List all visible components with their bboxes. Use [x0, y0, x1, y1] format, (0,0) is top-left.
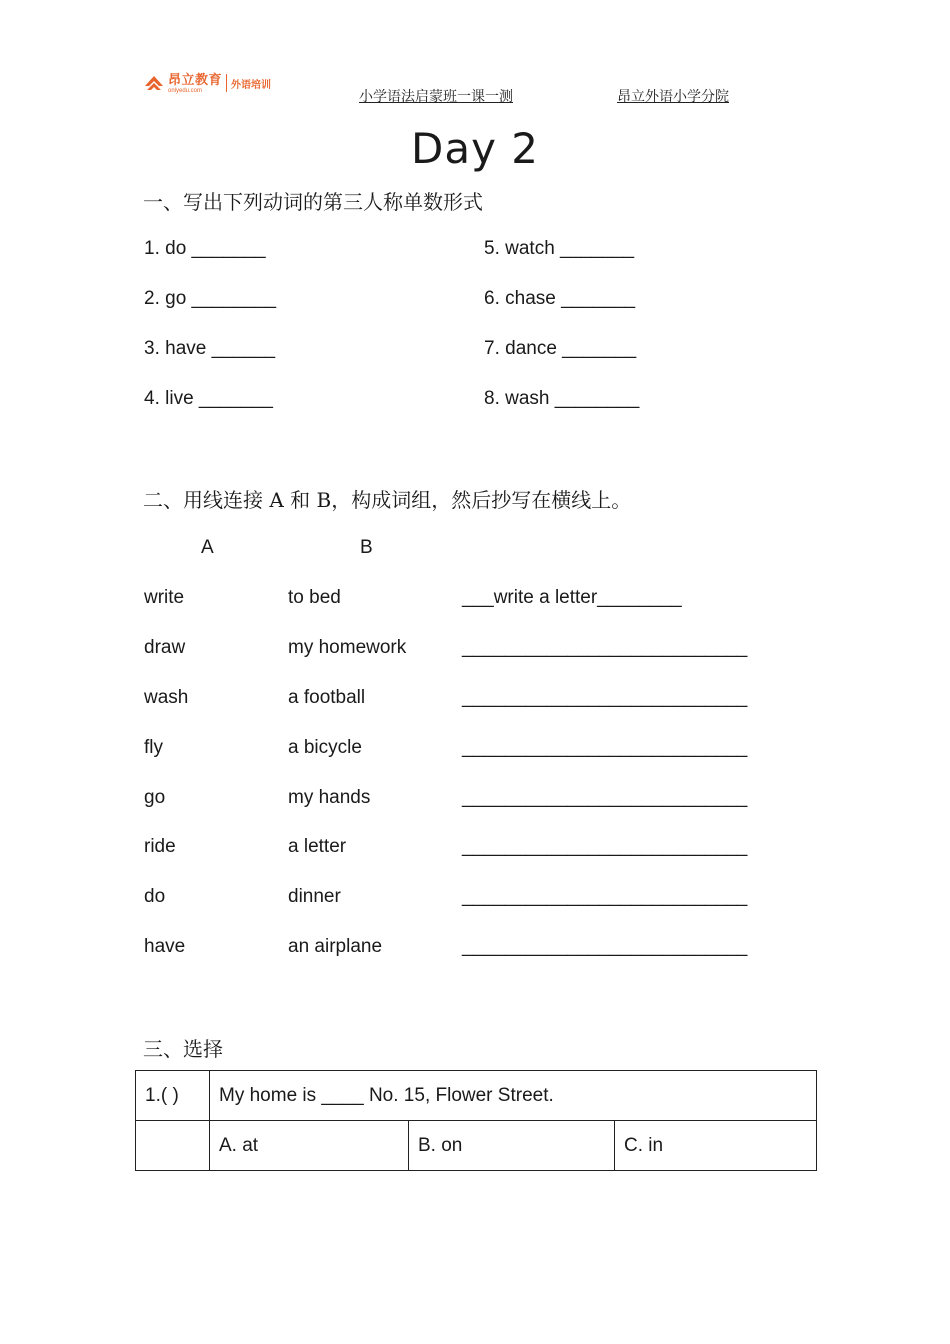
answer-line[interactable]: ___________________________: [462, 787, 748, 808]
answer-line[interactable]: ___________________________: [462, 637, 748, 658]
brand-logo: [143, 70, 271, 96]
verb-item: 3. have ______: [144, 338, 276, 359]
answer-line[interactable]: ___________________________: [462, 737, 748, 758]
option-a[interactable]: A. at: [210, 1121, 409, 1171]
logo-divider: [226, 74, 227, 92]
verb-item: 2. go ________: [144, 288, 277, 309]
question-number[interactable]: 1.( ): [136, 1071, 210, 1121]
column-b-label: B: [360, 537, 373, 558]
answer-line[interactable]: ___________________________: [462, 936, 748, 957]
choice-table: [135, 1070, 817, 1171]
option-c[interactable]: C. in: [615, 1121, 817, 1171]
answer-line[interactable]: ___________________________: [462, 836, 748, 857]
match-a: have: [144, 936, 186, 957]
section3-heading: 三、选择: [143, 1037, 223, 1061]
logo-name: 昂立教育: [168, 71, 223, 87]
match-b: a football: [288, 687, 366, 708]
match-b: an airplane: [288, 936, 383, 957]
option-b[interactable]: B. on: [409, 1121, 615, 1171]
verb-item: 4. live _______: [144, 388, 273, 409]
empty-cell: [136, 1121, 210, 1171]
match-a: go: [144, 787, 166, 808]
logo-subtitle: 外语培训: [231, 79, 272, 91]
logo-url: onlyedu.com: [168, 87, 203, 94]
answer-line[interactable]: ___write a letter________: [462, 587, 682, 608]
match-b: to bed: [288, 587, 341, 608]
logo-icon: [143, 72, 165, 94]
answer-line[interactable]: ___________________________: [462, 687, 748, 708]
match-a: do: [144, 886, 166, 907]
answer-line[interactable]: ___________________________: [462, 886, 748, 907]
match-b: dinner: [288, 886, 341, 907]
match-b: a letter: [288, 836, 347, 857]
match-a: wash: [144, 687, 189, 708]
verb-item: 7. dance _______: [484, 338, 637, 359]
match-b: my homework: [288, 637, 407, 658]
verb-item: 1. do _______: [144, 238, 266, 259]
match-b: a bicycle: [288, 737, 362, 758]
match-a: ride: [144, 836, 176, 857]
section2-heading: 二、用线连接 A 和 B，构成词组，然后抄写在横线上。: [143, 488, 632, 512]
match-b: my hands: [288, 787, 371, 808]
header-line: [317, 86, 729, 106]
school-name: 昂立外语小学分院: [617, 89, 729, 105]
page-title: Day 2: [410, 124, 539, 173]
match-a: draw: [144, 637, 186, 658]
question-text: My home is ____ No. 15, Flower Street.: [210, 1071, 817, 1121]
match-a: fly: [144, 737, 163, 758]
section1-heading: 一、写出下列动词的第三人称单数形式: [143, 190, 483, 214]
verb-item: 6. chase _______: [484, 288, 636, 309]
verb-item: 8. wash ________: [484, 388, 640, 409]
match-a: write: [144, 587, 185, 608]
column-a-label: A: [201, 537, 214, 558]
verb-item: 5. watch _______: [484, 238, 635, 259]
course-name: 小学语法启蒙班一课一测: [359, 89, 513, 105]
